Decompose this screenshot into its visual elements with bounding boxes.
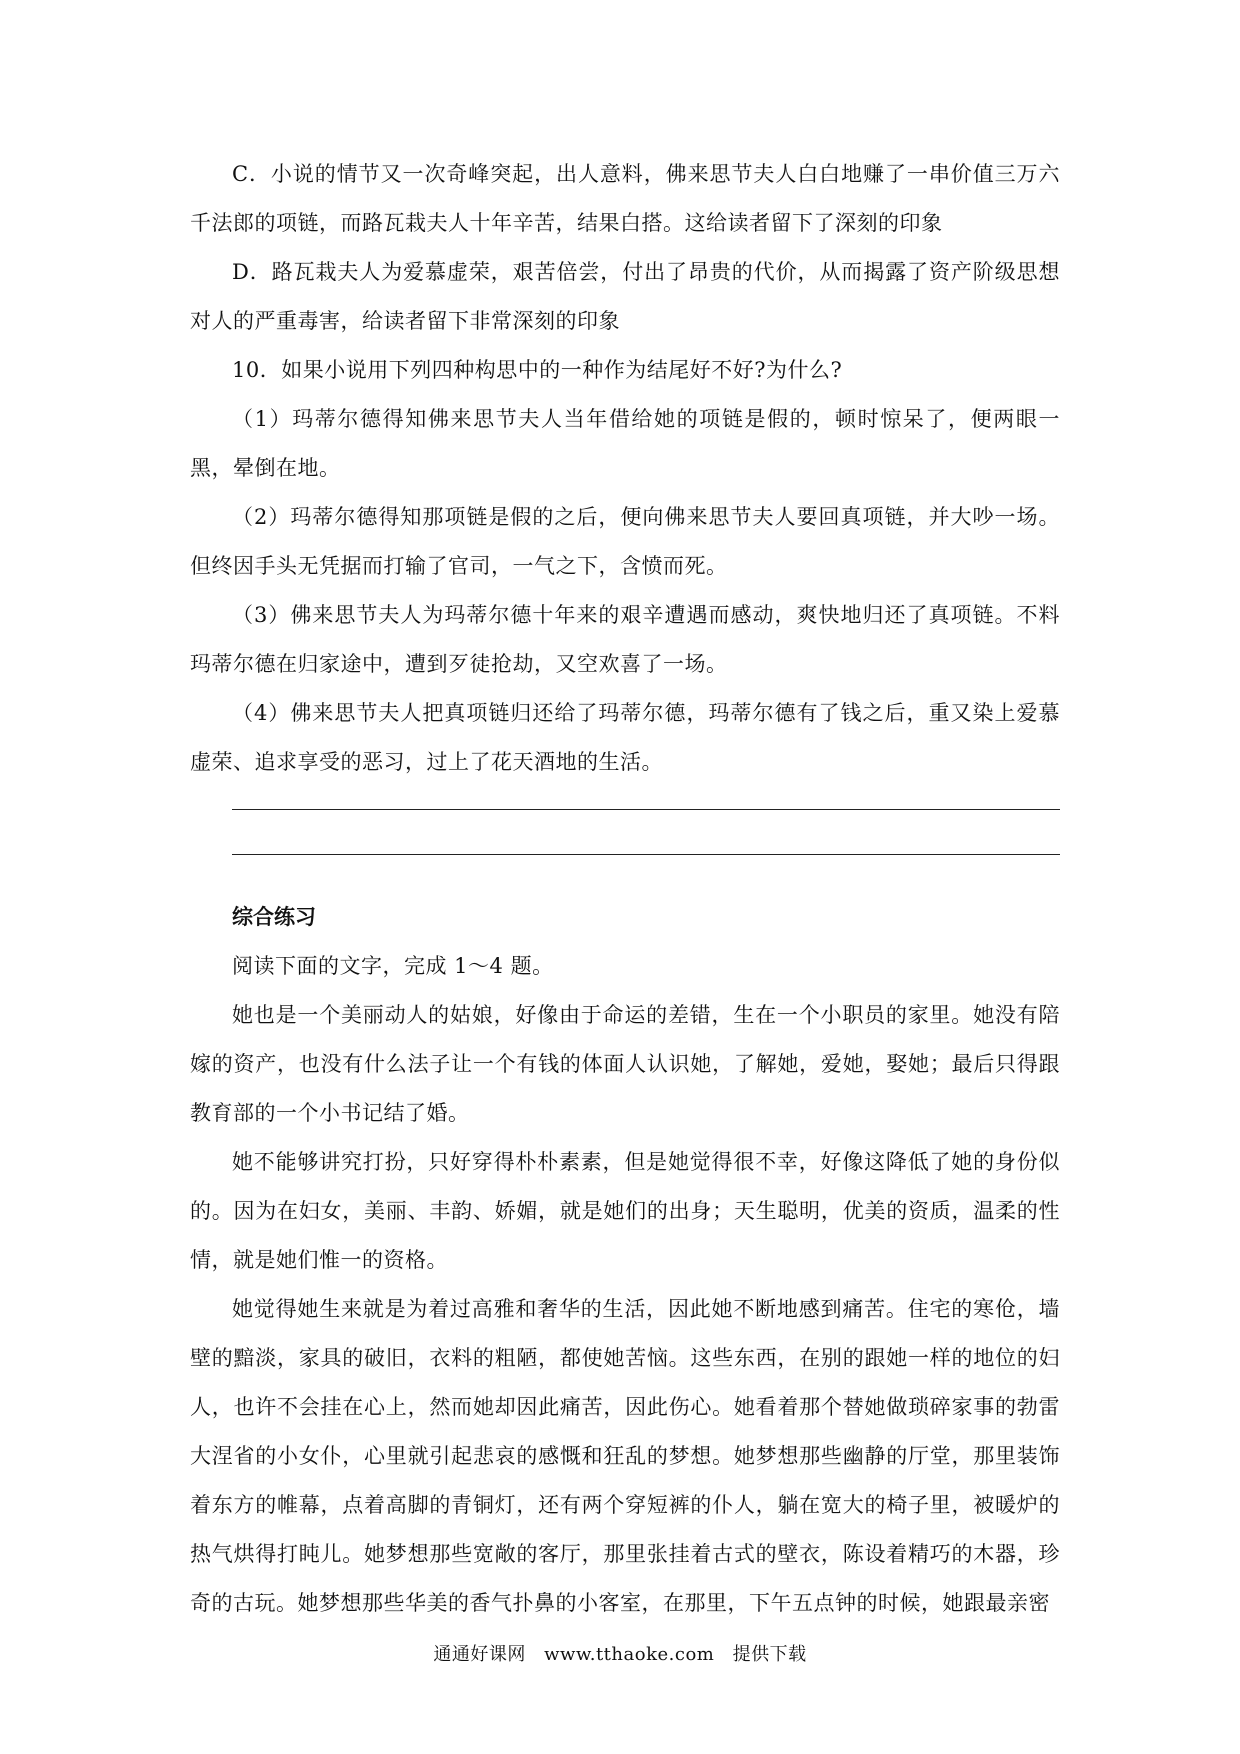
passage-paragraph-3: 她觉得她生来就是为着过高雅和奢华的生活，因此她不断地感到痛苦。住宅的寒伧，墙壁的黯淡，家具的破旧，衣料的粗陋，都使她苦恼。这些东西，在别的跟她一样的地位的妇人，也许不会挂在心上，然而她却因此痛苦，因此伤心。她看着那个替她做琐碎家事的勃雷大涅省的小女仆，心里就引起悲哀的感慨和狂乱的梦想。她梦想那些幽静的厅堂，那里装饰着东方的帷幕，点着高脚的青铜灯，还有两个穿短裤的仆人，躺在宽大的椅子里，被暖炉的热气烘得打盹儿。她梦想那些宽敞的客厅，那里张挂着古式的壁衣，陈设着精巧的木器，珍奇的古玩。她梦想那些华美的香气扑鼻的小客室，在那里，下午五点钟的时候，她跟最亲密: [190, 1297, 1060, 1615]
answer-line: [232, 854, 1060, 855]
section-title: 综合练习: [232, 905, 316, 929]
option-c: C．小说的情节又一次奇峰突起，出人意料，佛来思节夫人白白地赚了一串价值三万六千法郎的项链，而路瓦栽夫人十年辛苦，结果白搭。这给读者留下了深刻的印象: [190, 162, 1060, 235]
document-content: [190, 150, 1060, 1628]
question-10-option-4: （4）佛来思节夫人把真项链归还给了玛蒂尔德，玛蒂尔德有了钱之后，重又染上爱慕虚荣、追求享受的恶习，过上了花天酒地的生活。: [190, 701, 1060, 774]
passage-paragraph-2: 她不能够讲究打扮，只好穿得朴朴素素，但是她觉得很不幸，好像这降低了她的身份似的。因为在妇女，美丽、丰韵、娇媚，就是她们的出身；天生聪明，优美的资质，温柔的性情，就是她们惟一的资格。: [190, 1150, 1060, 1272]
footer-url[interactable]: www.tthaoke.com: [544, 1644, 715, 1665]
question-10-option-2: （2）玛蒂尔德得知那项链是假的之后，便向佛来思节夫人要回真项链，并大吵一场。但终因手头无凭据而打输了官司，一气之下，含愤而死。: [190, 505, 1060, 578]
option-d: D．路瓦栽夫人为爱慕虚荣，艰苦倍尝，付出了昂贵的代价，从而揭露了资产阶级思想对人的严重毒害，给读者留下非常深刻的印象: [190, 260, 1060, 333]
question-10-option-1: （1）玛蒂尔德得知佛来思节夫人当年借给她的项链是假的，顿时惊呆了，便两眼一黑，晕倒在地。: [190, 407, 1060, 480]
page-footer: [0, 1640, 1240, 1666]
passage-paragraph-1: 她也是一个美丽动人的姑娘，好像由于命运的差错，生在一个小职员的家里。她没有陪嫁的资产，也没有什么法子让一个有钱的体面人认识她，了解她，爱她，娶她；最后只得跟教育部的一个小书记结了婚。: [190, 1003, 1060, 1125]
answer-lines: [232, 809, 1060, 855]
question-10-option-3: （3）佛来思节夫人为玛蒂尔德十年来的艰辛遭遇而感动，爽快地归还了真项链。不料玛蒂尔德在归家途中，遭到歹徒抢劫，又空欢喜了一场。: [190, 603, 1060, 676]
footer-site-name: 通通好课网: [433, 1644, 526, 1665]
answer-line: [232, 809, 1060, 810]
question-10-prompt: 10．如果小说用下列四种构思中的一种作为结尾好不好?为什么?: [232, 358, 843, 382]
section-instruction: 阅读下面的文字，完成 1～4 题。: [232, 954, 554, 978]
footer-note: 提供下载: [732, 1644, 807, 1665]
